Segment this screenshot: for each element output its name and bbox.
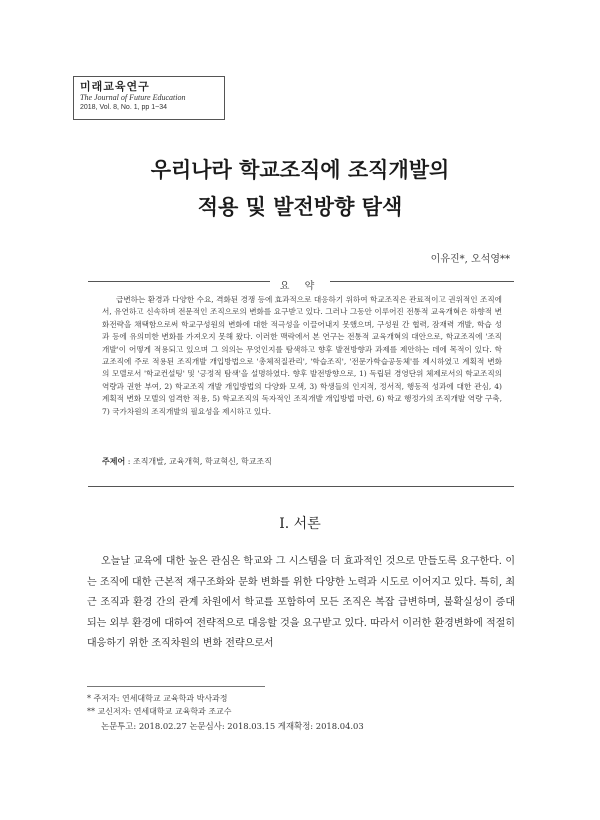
keywords-text: 조직개발, 교육개혁, 학교혁신, 학교조직 bbox=[132, 457, 272, 466]
abstract-bottom-rule bbox=[88, 486, 514, 487]
section-title: Ⅰ. 서론 bbox=[279, 516, 321, 532]
journal-english-name: The Journal of Future Education bbox=[80, 93, 186, 102]
abstract-label: 요 약 bbox=[270, 277, 331, 292]
journal-info-box bbox=[73, 76, 225, 120]
keywords bbox=[102, 456, 272, 467]
footnotes bbox=[87, 692, 517, 733]
keywords-separator: : bbox=[125, 457, 133, 466]
author-list: 이유진*, 오석영** bbox=[430, 254, 510, 265]
keywords-label: 주제어 bbox=[102, 457, 126, 466]
footnote-first-author: * 주저자: 연세대학교 교육학과 박사과정 bbox=[87, 694, 228, 703]
abstract-text: 급변하는 환경과 다양한 수요, 격화된 경쟁 등에 효과적으로 대응하기 위하여 학교조직은 관료적이고 권위적인 조직에서, 유연하고 신속하며 전문적인 조직으로의 변화를 요구받고 있다. 그러나 그동안 이루어진 전통적 교육개혁은 하향적 변화전략을 채택함으로써 학교구성원의 변화에 대한 적극성을 이끌어내지 못했으며, 구성원 간 협력, 잠재력 개발, 학습 성과 등에 유의미한 변화를 가져오지 못해 왔다. 이러한 맥락에서 본 연구는 전통적 교육개혁의 대안으로, 학교조직에 '조직개발'이 어떻게 적용되고 있으며 그 의의는 무엇인지를 탐색하고 향후 발전방향과 과제를 제안하는 데에 목적이 있다. 학교조직에 주로 적용된 조직개발 개입방법으로 '총체적질관리', '학습조직', '전문가학습공동체'를 제시하였고 계획적 변화의 모델로서 '학교컨설팅' 및 '긍정적 탐색'을 설명하였다. 향후 발전방향으로, 1) 독립된 경영단위 체제로서의 학교조직의 역량과 권한 부여, 2) 학교조직 개발 개입방법의 다양화 모색, 3) 학생들의 인지적, 정서적, 행동적 성과에 대한 관심, 4) 계획적 변화 모델의 엄격한 적용, 5) 학교조직의 독자적인 조직개발 개입방법 마련, 6) 학교 행정가의 조직개발 역량 구축, 7) 국가차원의 조직개발의 필요성을 제시하고 있다. bbox=[102, 295, 502, 416]
body-paragraph: 오늘날 교육에 대한 높은 관심은 학교와 그 시스템을 더 효과적인 것으로 만들도록 요구한다. 이는 조직에 대한 근본적 재구조화와 문화 변화를 위한 다양한 노력과 시도로 이어지고 있다. 특히, 최근 조직과 환경 간의 관계 차원에서 학교를 포함하여 모든 조직은 복잡 급변하며, 불확실성이 증대되는 외부 환경에 대하여 전략적으로 대응할 것을 요구받고 있다. 따라서 이러한 환경변화에 적절히 대응하기 위한 조직차원의 변화 전략으로서 bbox=[87, 556, 515, 649]
submission-dates: 논문투고: 2018.02.27 논문심사: 2018.03.15 게재확정: 2018.04.03 bbox=[101, 721, 364, 731]
footnote-rule bbox=[87, 686, 265, 687]
journal-name: 미래교육연구 bbox=[80, 80, 150, 93]
journal-volume: 2018, Vol. 8, No. 1, pp 1~34 bbox=[80, 104, 167, 111]
paper-title-line-2: 적용 및 발전방향 탐색 bbox=[197, 195, 403, 219]
paper-title-line-1: 우리나라 학교조직에 조직개발의 bbox=[150, 158, 450, 182]
abstract-label-wrap bbox=[0, 274, 600, 293]
footnote-corresponding-author: ** 교신저자: 연세대학교 교육학과 조교수 bbox=[87, 707, 232, 716]
